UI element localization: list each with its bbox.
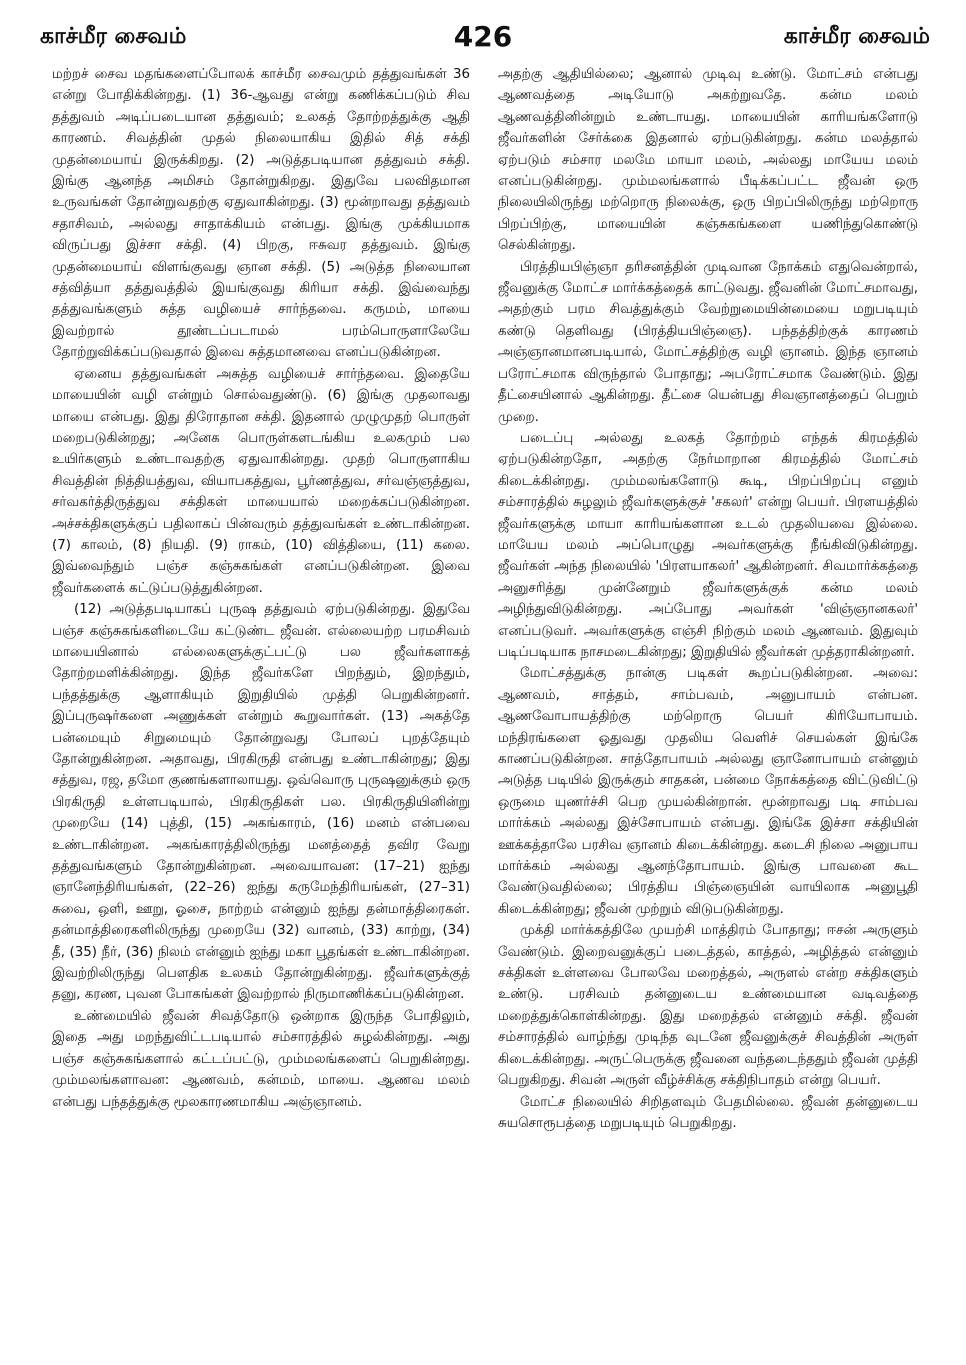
paragraph: மோட்சத்துக்கு நான்கு படிகள் கூறப்படுகின்றன. அவை: ஆணவம், சாத்தம், சாம்பவம், அனுபாயம் என்பன. ஆணவோபாயத்திற்கு மற்றொரு பெயர் கிரியோபாயம். மந்திரங்களை ஓதுவது முதலிய வெளிச் செயல்கள் இங்கே காணப்படுகின்றன. சாத்தோபாயம் அல்லது ஞானோபாயம் என்னும் அடுத்த படியில் இருக்கும் சாதகன், பன்மை நோக்கத்தை விட்டுவிட்டு ஒருமை யுணர்ச்சி பெற முயல்கின்றான். மூன்றாவது படி சாம்பவ மார்க்கம் அல்லது இச்சோபாயம் என்பது. இங்கே இச்சா சக்தியின் ஊக்கத்தாலே பரசிவ ஞானம் கிடைக்கின்றது. கடைசி நிலை அனுபாய மார்க்கம் அல்லது ஆனந்தோபாயம். இங்கு பாவனை கூட வேண்டுவதில்லை; பிரத்திய பிஞ்ஞையின் வாயிலாக அனுபூதி கிடைக்கின்றது; ஜீவன் முற்றும் விடுபடுகின்றது. [498, 666, 918, 917]
paragraph: மற்றச் சைவ மதங்களைப்போலக் காச்மீர சைவமும் தத்துவங்கள் 36 என்று போதிக்கின்றது. (1) 36-ஆவது என்று கணிக்கப்படும் சிவ தத்துவம் அடிப்படையான தத்துவம்; உலகத் தோற்றத்துக்கு ஆதி காரணம். சிவத்தின் முதல் நிலையாகிய இதில் சித் சக்தி முதன்மையாய் இருக்கிறது. (2) அடுத்தபடியான தத்துவம் சக்தி. இங்கு ஆனந்த அமிசம் தோன்றுகிறது. இதுவே பலவிதமான உருவங்கள் தோன்றுவதற்கு ஏதுவாகின்றது. (3) மூன்றாவது தத்துவம் சதாசிவம், அல்லது சாதாக்கியம் என்பது. இங்கு முக்கியமாக விருப்பது இச்சா சக்தி. (4) பிறகு, ஈசுவர தத்துவம். இங்கு முதன்மையாய் விளங்குவது ஞான சக்தி. (5) அடுத்த நிலையான சத்வித்யா தத்துவத்தில் இயங்குவது கிரியா சக்தி. இவ்வைந்து தத்துவங்களும் சுத்த வழியைச் சார்ந்தவை. கருமம், மாயை இவற்றால் தூண்டப்படாமல் பரம்பொருளாலேயே தோற்றுவிக்கப்படுவதால் இவை சுத்தமானவை எனப்படுகின்றன. [52, 67, 470, 361]
paragraph: மோட்ச நிலையில் சிறிதளவும் பேதமில்லை. ஜீவன் தன்னுடைய சுயசொரூபத்தை மறுபடியும் பெறுகிறது. [498, 1094, 918, 1131]
page-header [0, 22, 966, 62]
left-column [52, 64, 470, 1354]
page-number: 426 [453, 20, 513, 53]
paragraph: உண்மையில் ஜீவன் சிவத்தோடு ஒன்றாக இருந்த போதிலும், இதை அது மறந்துவிட்டபடியால் சம்சாரத்தில் சுழல்கின்றது. அது பஞ்ச கஞ்சுகங்களால் கட்டப்பட்டு, மும்மலங்களைப் பெறுகின்றது. மும்மலங்களாவன: ஆணவம், கன்மம், மாயை. ஆணவ மலம் என்பது பந்தத்துக்கு மூலகாரணமாகிய அஞ்ஞானம். [52, 1008, 470, 1110]
paragraph: பிரத்தியபிஞ்ஞா தரிசனத்தின் முடிவான நோக்கம் எதுவென்றால், ஜீவனுக்கு மோட்ச மார்க்கத்தைக் காட்டுவது. ஜீவனின் மோட்சமாவது, அதற்கும் பரம சிவத்துக்கும் வேற்றுமையின்மையை மறுபடியும் கண்டு தெளிவது (பிரத்தியபிஞ்ஞை). பந்தத்திற்குக் காரணம் அஞ்ஞானமானபடியால், மோட்சத்திற்கு வழி ஞானம். இந்த ஞானம் பரோட்சமாக விருந்தால் போதாது; அபரோட்சமாக வேண்டும். இது தீட்சையினால் ஆகின்றது. தீட்சை யென்பது சிவஞானத்தைப் பெறும் முறை. [498, 259, 918, 425]
paragraph: ஏனைய தத்துவங்கள் அசுத்த வழியைச் சார்ந்தவை. இதையே மாயையின் வழி என்றும் சொல்வதுண்டு. (6) இங்கு முதலாவது மாயை என்பது. இது திரோதான சக்தி. இதனால் முழுமுதற் பொருள் மறைபடுகின்றது; அனேக பொருள்களடங்கிய உலகமும் பல உயிர்களும் உண்டாவதற்கு ஏதுவாகின்றது. முதற் பொருளாகிய சிவத்தின் நித்தியத்துவ, வியாபகத்துவ, பூர்ணத்துவ, சர்வஞ்ஞத்துவ, சர்வகர்த்திருத்துவ சக்திகள் மாயையால் மறைக்கப்படுகின்றன. அச்சக்திகளுக்குப் பதிலாகப் பின்வரும் தத்துவங்கள் உண்டாகின்றன. (7) காலம், (8) நியதி. (9) ராகம், (10) வித்தியை, (11) கலை. இவ்வைந்தும் பஞ்ச கஞ்சுகங்கள் எனப்படுகின்றன. இவை ஜீவர்களைக் கட்டுப்படுத்துகின்றன. [52, 366, 470, 596]
right-column [498, 64, 918, 1354]
paragraph: முக்தி மார்க்கத்திலே முயற்சி மாத்திரம் போதாது; ஈசன் அருளும் வேண்டும். இறைவனுக்குப் படைத்தல், காத்தல், அழித்தல் என்னும் சக்திகள் உள்ளவை போலவே மறைத்தல், அருளல் என்ற சக்திகளும் உண்டு. பரசிவம் தன்னுடைய உண்மையான வடிவத்தை மறைத்துக்கொள்கின்றது. இது மறைத்தல் என்னும் சக்தி. ஜீவன் சம்சாரத்தில் வாழ்ந்து முடிந்த வுடனே ஜீவனுக்குச் சிவத்தின் அருள் கிடைக்கின்றது. அருட்பெருக்கு ஜீவனை வந்தடைந்ததும் ஜீவன் முத்தி பெறுகிறது. சிவன் அருள் வீழ்ச்சிக்கு சக்திநிபாதம் என்று பெயர். [498, 923, 918, 1089]
paragraph: படைப்பு அல்லது உலகத் தோற்றம் எந்தக் கிரமத்தில் ஏற்படுகின்றதோ, அதற்கு நேர்மாறான கிரமத்தில் மோட்சம் கிடைக்கின்றது. மும்மலங்களோடு கூடி, பிறப்பிறப்பு எனும் சம்சாரத்தில் சுழலும் ஜீவர்களுக்குச் 'சகலர்' என்று பெயர். பிரளயத்தில் ஜீவர்களுக்கு மாயா காரியங்களான உடல் முதலியவை இல்லை. மாயேய மலம் அப்பொழுது அவர்களுக்கு நீங்கிவிடுகின்றது. ஜீவர்கள் அந்த நிலையில் 'பிரளயாகலர்' ஆகின்றனர். சிவமார்க்கத்தை அனுசரித்து முன்னேறும் ஜீவர்களுக்குக் கன்ம மலம் அழிந்துவிடுகின்றது. அப்போது அவர்கள் 'விஞ்ஞானகலர்' எனப்படுவர். அவர்களுக்கு எஞ்சி நிற்கும் மலம் ஆணவம். இதுவும் படிப்படியாக நாசமடைகின்றது; இறுதியில் ஜீவர்கள் முத்தராகின்றனர். [498, 430, 918, 660]
paragraph: அதற்கு ஆதியில்லை; ஆனால் முடிவு உண்டு. மோட்சம் என்பது ஆணவத்தை அடியோடு அகற்றுவதே. கன்ம மலம் ஆணவத்தினின்றும் உண்டாயது. மாயையின் காரியங்களோடு ஜீவர்களின் சேர்க்கை இதனால் ஏற்படுகின்றது. கன்ம மலத்தால் ஏற்படும் சம்சார மலமே மாயா மலம், அல்லது மாயேய மலம் எனப்படுகின்றது. மும்மலங்களால் பீடிக்கப்பட்ட ஜீவன் ஒரு நிலையிலிருந்து மற்றொரு நிலைக்கு, ஒரு பிறப்பிலிருந்து மற்றொரு பிறப்பிற்கு, மாயையின் கஞ்சுகங்களை யணிந்துகொண்டு செல்கின்றது. [498, 67, 918, 254]
running-title-right: காச்மீர சைவம் [783, 24, 930, 49]
running-title-left: காச்மீர சைவம் [40, 24, 187, 49]
paragraph: (12) அடுத்தபடியாகப் புருஷ தத்துவம் ஏற்படுகின்றது. இதுவே பஞ்ச கஞ்சுகங்களிடையே கட்டுண்ட ஜீவன். எல்லையற்ற பரமசிவம் மாயையினால் எல்லைகளுக்குட்பட்டு பல ஜீவர்களாகத் தோற்றமளிக்கின்றது. இந்த ஜீவர்களே பிறந்தும், இறந்தும், பந்தத்துக்கு ஆளாகியும் இறுதியில் முத்தி பெறுகின்றனர். இப்புருஷர்களை அணுக்கள் என்றும் கூறுவார்கள். (13) அகத்தே பன்மையும் சிறுமையும் தோன்றுவது போலப் புறத்தேயும் தோன்றுகின்றன. அதாவது, பிரகிருதி என்பது உண்டாகின்றது; இது சத்துவ, ரஜ, தமோ குணங்களாலாயது. ஒவ்வொரு புருஷனுக்கும் ஒரு பிரகிருதி உள்ளபடியால், பிரகிருதிகள் பல. பிரகிருதியினின்று முறையே (14) புத்தி, (15) அகங்காரம், (16) மனம் என்பவை உண்டாகின்றன. அகங்காரத்திலிருந்து மனத்தைத் தவிர வேறு தத்துவங்களும் தோன்றுகின்றன. அவையாவன: (17–21) ஐந்து ஞானேந்திரியங்கள், (22–26) ஐந்து கருமேந்திரியங்கள், (27–31) சுவை, ஒளி, ஊறு, ஓசை, நாற்றம் என்னும் ஐந்து தன்மாத்திரைகள். தன்மாத்திரைகளிலிருந்து முறையே (32) வானம், (33) காற்று, (34) தீ, (35) நீர், (36) நிலம் என்னும் ஐந்து மகா பூதங்கள் உண்டாகின்றன. இவற்றிலிருந்து பௌதிக உலகம் தோன்றுகின்றது. ஜீவர்களுக்குத் தனு, கரண, புவன போகங்கள் இவற்றால் நிருமாணிக்கப்படுகின்றன. [52, 602, 470, 1003]
